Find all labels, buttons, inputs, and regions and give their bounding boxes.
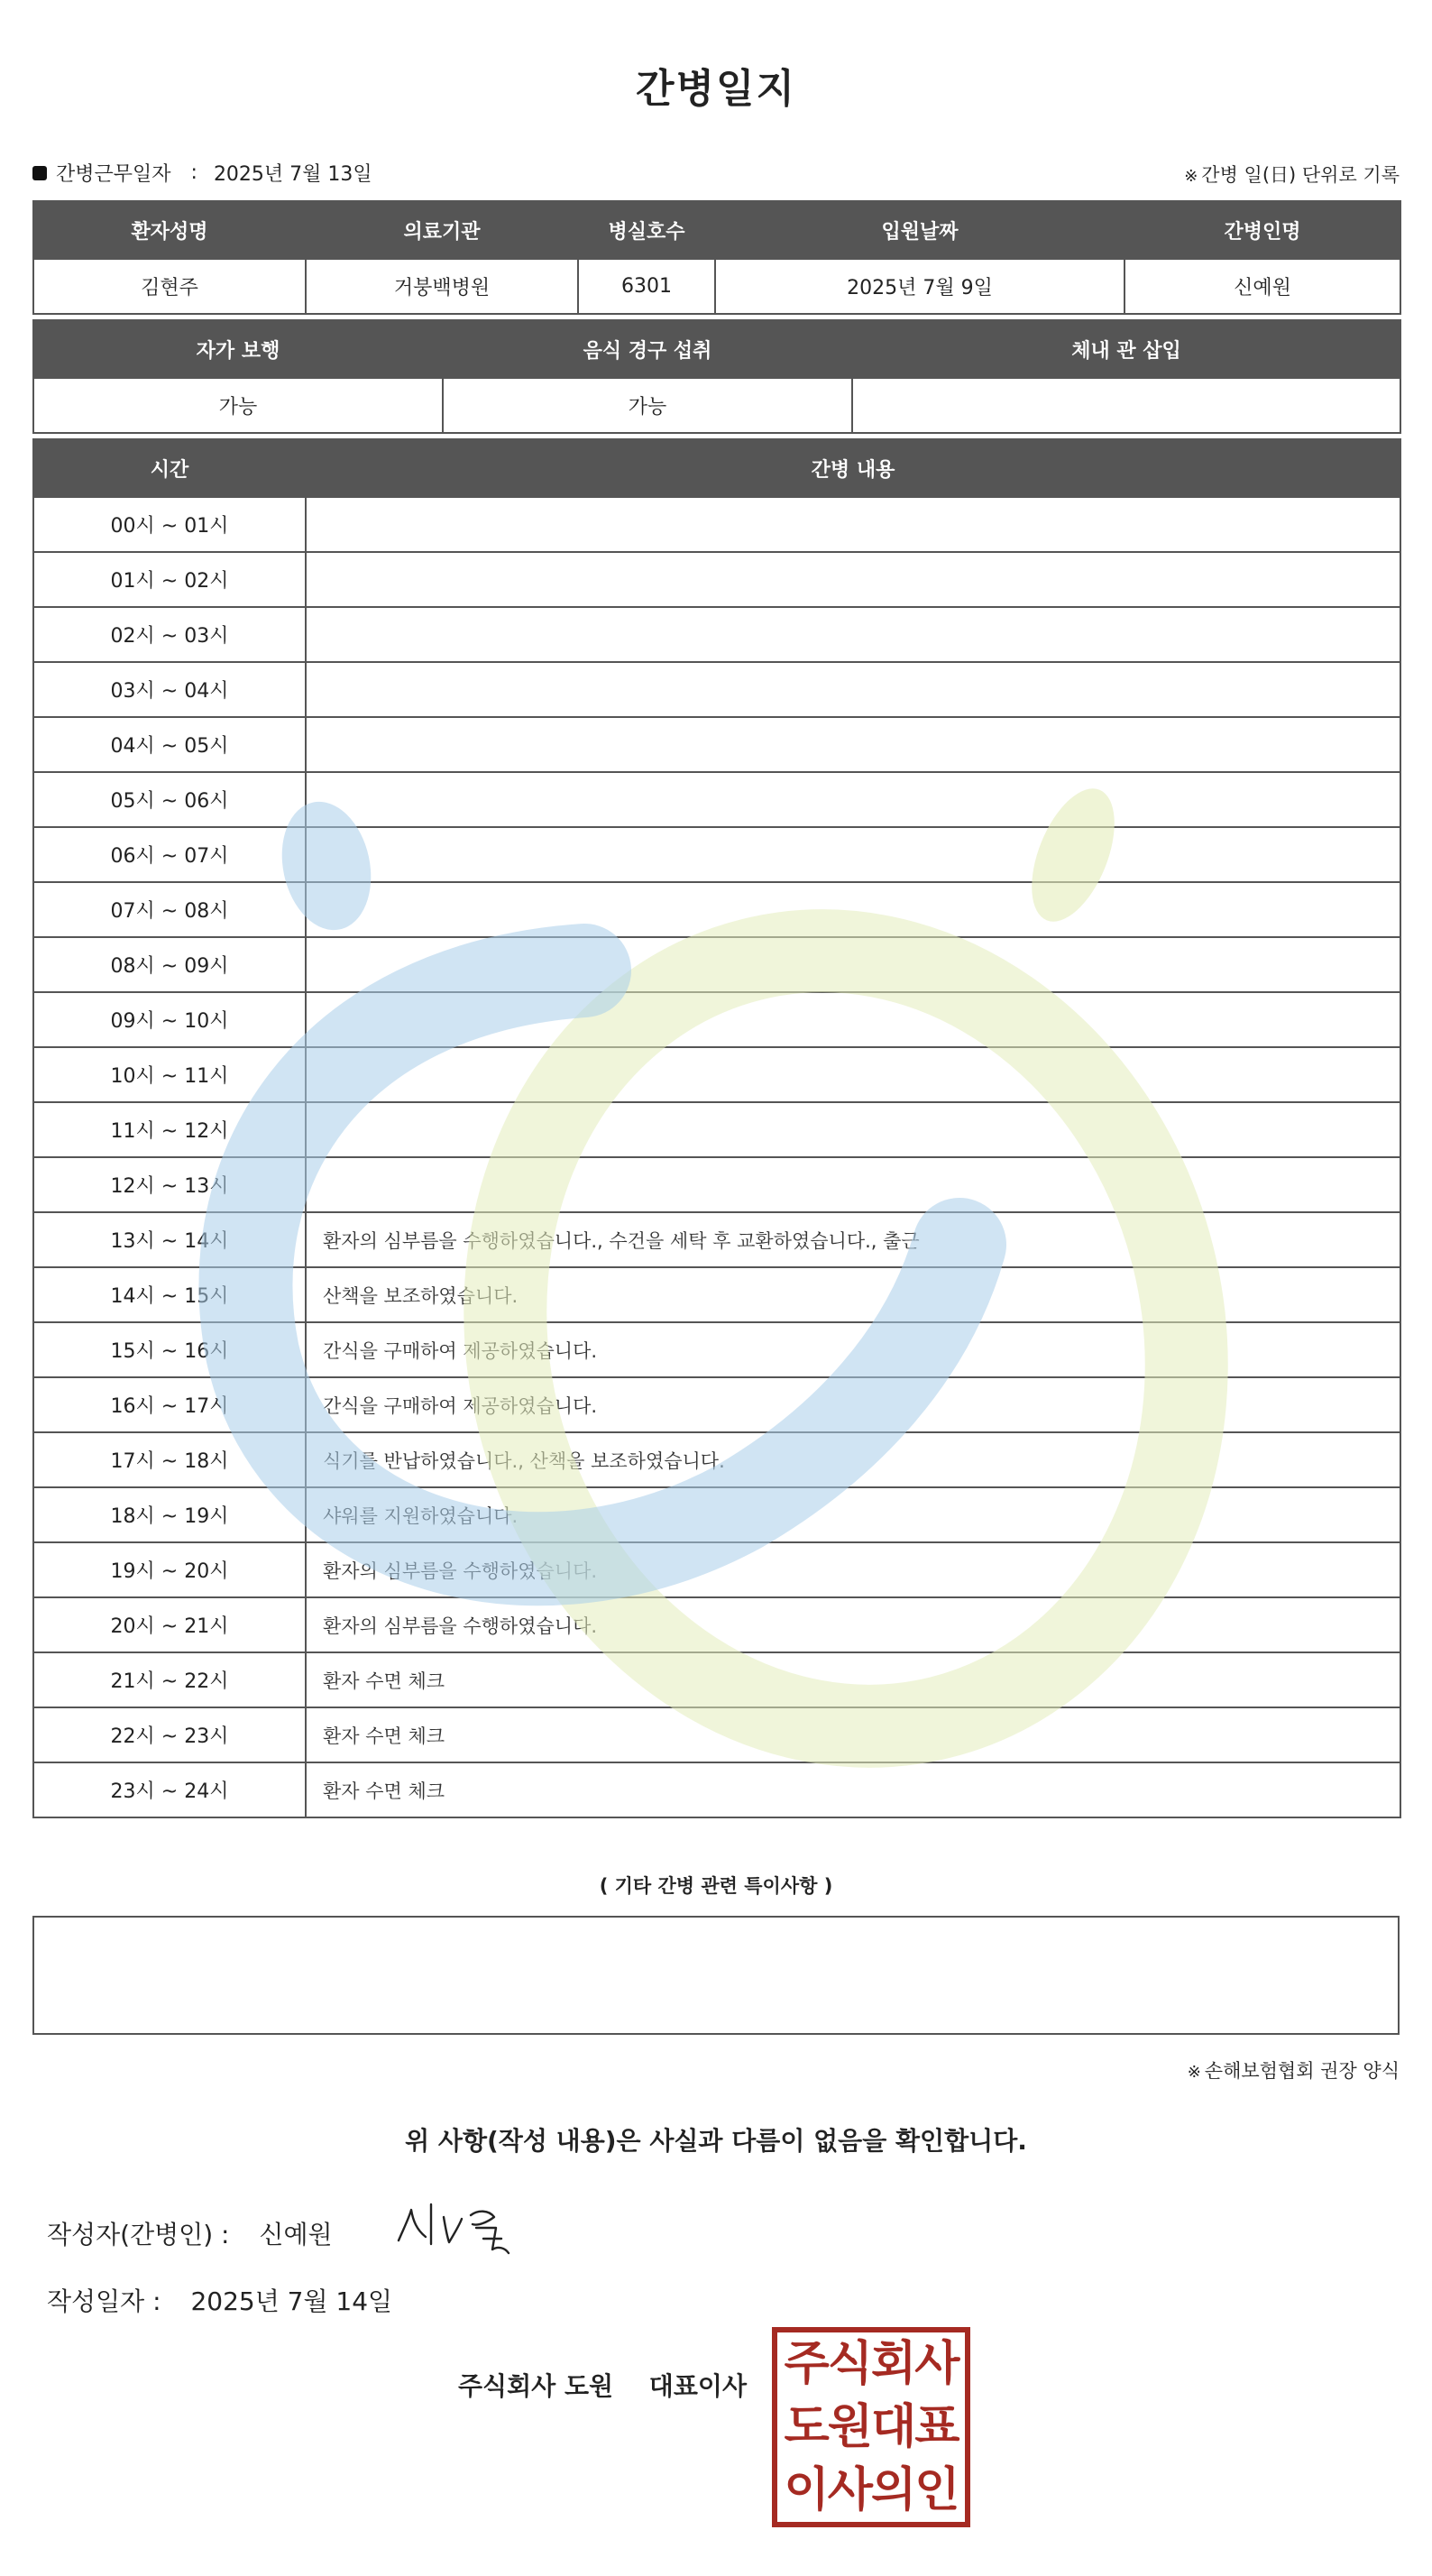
written-date-line bbox=[47, 2282, 392, 2318]
table-row bbox=[33, 1597, 1400, 1652]
time-slot: 19시 ~ 20시 bbox=[33, 1542, 306, 1597]
seal-row: 주식회사 bbox=[784, 2337, 959, 2391]
table-row bbox=[33, 1157, 1400, 1212]
time-slot: 06시 ~ 07시 bbox=[33, 827, 306, 882]
care-content: 환자의 심부름을 수행하였습니다. bbox=[306, 1542, 1400, 1597]
time-slot: 01시 ~ 02시 bbox=[33, 552, 306, 607]
care-content bbox=[306, 1102, 1400, 1157]
time-slot: 03시 ~ 04시 bbox=[33, 662, 306, 717]
care-content bbox=[306, 827, 1400, 882]
care-log-table bbox=[32, 438, 1401, 1818]
patient-name: 김현주 bbox=[33, 259, 306, 314]
care-content bbox=[306, 992, 1400, 1047]
table-row bbox=[33, 497, 1400, 552]
time-slot: 18시 ~ 19시 bbox=[33, 1487, 306, 1542]
header-oral-intake: 음식 경구 섭취 bbox=[443, 320, 852, 378]
company-seal bbox=[772, 2327, 970, 2527]
care-content: 환자의 심부름을 수행하였습니다. bbox=[306, 1597, 1400, 1652]
table-row bbox=[33, 882, 1400, 937]
hospital-name: 거붕백병원 bbox=[306, 259, 578, 314]
care-content bbox=[306, 882, 1400, 937]
self-walking-value: 가능 bbox=[33, 378, 443, 433]
header-admission-date: 입원날짜 bbox=[715, 201, 1124, 259]
seal-row: 이사의인 bbox=[784, 2463, 959, 2517]
reference-mark-icon: ※ bbox=[1187, 2063, 1201, 2082]
handwritten-signature bbox=[390, 2197, 525, 2260]
writer-name: 신예원 bbox=[259, 2220, 333, 2249]
work-date-colon: : bbox=[190, 161, 197, 184]
header-patient-name: 환자성명 bbox=[33, 201, 306, 259]
table-row bbox=[33, 937, 1400, 992]
time-slot: 21시 ~ 22시 bbox=[33, 1652, 306, 1707]
care-content: 샤워를 지원하였습니다. bbox=[306, 1487, 1400, 1542]
care-content bbox=[306, 662, 1400, 717]
time-slot: 11시 ~ 12시 bbox=[33, 1102, 306, 1157]
table-row bbox=[33, 1102, 1400, 1157]
time-slot: 07시 ~ 08시 bbox=[33, 882, 306, 937]
care-content: 간식을 구매하여 제공하였습니다. bbox=[306, 1322, 1400, 1377]
header-self-walking: 자가 보행 bbox=[33, 320, 443, 378]
care-content: 환자의 심부름을 수행하였습니다., 수건을 세탁 후 교환하였습니다., 출근 bbox=[306, 1212, 1400, 1267]
work-date bbox=[32, 159, 372, 187]
table-row bbox=[33, 607, 1400, 662]
header-room: 병실호수 bbox=[578, 201, 715, 259]
unit-note bbox=[1184, 161, 1400, 188]
table-row bbox=[33, 1322, 1400, 1377]
remarks-box bbox=[32, 1916, 1400, 2035]
care-content bbox=[306, 552, 1400, 607]
header-care-content: 간병 내용 bbox=[306, 439, 1400, 497]
care-content bbox=[306, 1157, 1400, 1212]
care-content bbox=[306, 607, 1400, 662]
time-slot: 12시 ~ 13시 bbox=[33, 1157, 306, 1212]
company-name: 주식회사 도원 bbox=[458, 2371, 614, 2401]
remarks-title: ( 기타 간병 관련 특이사항 ) bbox=[599, 1875, 833, 1897]
time-slot: 20시 ~ 21시 bbox=[33, 1597, 306, 1652]
time-slot: 17시 ~ 18시 bbox=[33, 1432, 306, 1487]
written-date-value: 2025년 7월 14일 bbox=[190, 2286, 393, 2316]
time-slot: 16시 ~ 17시 bbox=[33, 1377, 306, 1432]
table-row bbox=[33, 992, 1400, 1047]
unit-note-text: 간병 일(日) 단위로 기록 bbox=[1201, 164, 1400, 186]
time-slot: 04시 ~ 05시 bbox=[33, 717, 306, 772]
header-caregiver: 간병인명 bbox=[1124, 201, 1400, 259]
care-content: 산책을 보조하였습니다. bbox=[306, 1267, 1400, 1322]
room-number: 6301 bbox=[578, 259, 715, 314]
confirmation-statement: 위 사항(작성 내용)은 사실과 다름이 없음을 확인합니다. bbox=[405, 2126, 1027, 2156]
table-row bbox=[33, 552, 1400, 607]
patient-info-table bbox=[32, 200, 1401, 315]
time-slot: 15시 ~ 16시 bbox=[33, 1322, 306, 1377]
written-date-label: 작성일자 : bbox=[47, 2286, 161, 2316]
table-row bbox=[33, 827, 1400, 882]
time-slot: 02시 ~ 03시 bbox=[33, 607, 306, 662]
time-slot: 00시 ~ 01시 bbox=[33, 497, 306, 552]
insurer-note bbox=[1188, 2056, 1400, 2084]
time-slot: 23시 ~ 24시 bbox=[33, 1762, 306, 1817]
ceo-title: 대표이사 bbox=[648, 2371, 747, 2401]
header-time: 시간 bbox=[33, 439, 306, 497]
care-content bbox=[306, 717, 1400, 772]
work-date-value: 2025년 7월 13일 bbox=[213, 163, 372, 186]
time-slot: 10시 ~ 11시 bbox=[33, 1047, 306, 1102]
work-date-label: 간병근무일자 bbox=[56, 163, 171, 186]
insurer-note-text: 손해보험협회 권장 양식 bbox=[1204, 2060, 1400, 2082]
time-slot: 14시 ~ 15시 bbox=[33, 1267, 306, 1322]
admission-date: 2025년 7월 9일 bbox=[715, 259, 1124, 314]
table-row bbox=[33, 717, 1400, 772]
table-row bbox=[33, 1432, 1400, 1487]
care-content bbox=[306, 937, 1400, 992]
table-row bbox=[33, 1542, 1400, 1597]
time-slot: 09시 ~ 10시 bbox=[33, 992, 306, 1047]
writer-line bbox=[47, 2215, 333, 2251]
table-row bbox=[33, 1487, 1400, 1542]
table-row bbox=[33, 1267, 1400, 1322]
time-slot: 13시 ~ 14시 bbox=[33, 1212, 306, 1267]
care-content: 환자 수면 체크 bbox=[306, 1652, 1400, 1707]
bullet-square-icon bbox=[32, 166, 47, 180]
patient-status-table bbox=[32, 319, 1401, 434]
time-slot: 08시 ~ 09시 bbox=[33, 937, 306, 992]
care-content: 환자 수면 체크 bbox=[306, 1762, 1400, 1817]
table-row bbox=[33, 1652, 1400, 1707]
care-content bbox=[306, 772, 1400, 827]
seal-row: 도원대표 bbox=[784, 2400, 959, 2454]
care-content bbox=[306, 497, 1400, 552]
tube-insertion-value bbox=[852, 378, 1400, 433]
company-line bbox=[458, 2367, 747, 2403]
time-slot: 22시 ~ 23시 bbox=[33, 1707, 306, 1762]
table-row bbox=[33, 1047, 1400, 1102]
care-content bbox=[306, 1047, 1400, 1102]
care-content: 환자 수면 체크 bbox=[306, 1707, 1400, 1762]
table-row bbox=[33, 1377, 1400, 1432]
header-tube-insertion: 체내 관 삽입 bbox=[852, 320, 1400, 378]
table-row bbox=[33, 662, 1400, 717]
caregiver-name: 신예원 bbox=[1124, 259, 1400, 314]
table-row bbox=[33, 1707, 1400, 1762]
time-slot: 05시 ~ 06시 bbox=[33, 772, 306, 827]
table-row bbox=[33, 1762, 1400, 1817]
care-content: 식기를 반납하였습니다., 산책을 보조하였습니다. bbox=[306, 1432, 1400, 1487]
reference-mark-icon: ※ bbox=[1184, 167, 1198, 186]
oral-intake-value: 가능 bbox=[443, 378, 852, 433]
header-hospital: 의료기관 bbox=[306, 201, 578, 259]
writer-label: 작성자(간병인) : bbox=[47, 2220, 230, 2249]
care-content: 간식을 구매하여 제공하였습니다. bbox=[306, 1377, 1400, 1432]
table-row bbox=[33, 772, 1400, 827]
table-row bbox=[33, 1212, 1400, 1267]
document-title: 간병일지 bbox=[635, 66, 796, 112]
